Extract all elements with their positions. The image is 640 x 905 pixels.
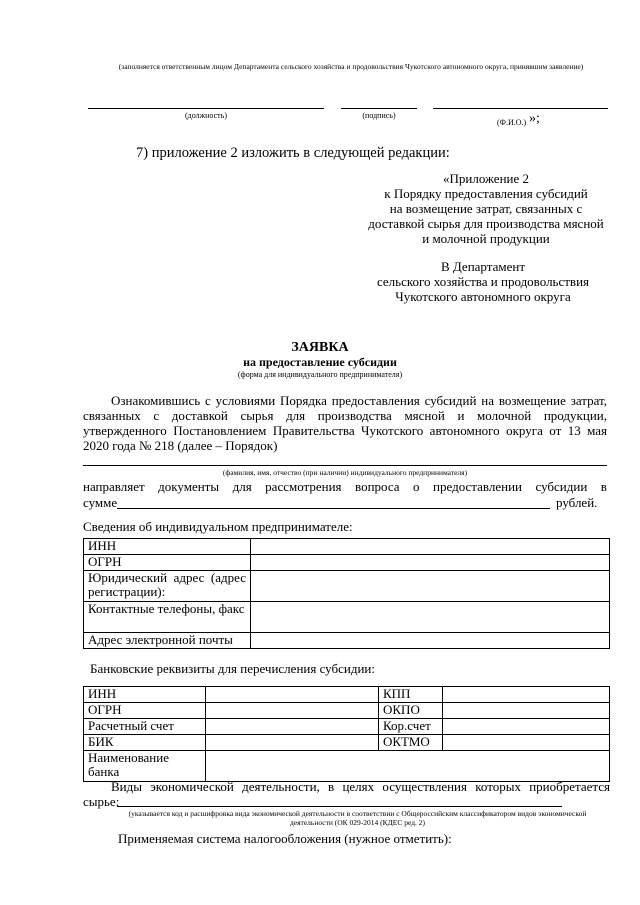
row-label: Адрес электронной почты [84, 633, 251, 649]
row-value[interactable] [251, 555, 610, 571]
sends-word: в [600, 479, 607, 494]
name-caption: (Ф.И.О.) [497, 118, 527, 127]
sends-word: предоставлении [433, 479, 522, 494]
appendix-line-3: на возмещение затрат, связанных с [389, 201, 583, 216]
row-value[interactable] [251, 633, 610, 649]
addressee-line-1: В Департамент [440, 259, 526, 274]
fio-caption: (фамилия, имя, отчество (при наличии) индивидуального предпринимателя) [222, 468, 468, 477]
amendment-line: 7) приложение 2 изложить в следующей редакции: [136, 145, 450, 161]
table-row [84, 539, 610, 555]
activity-line[interactable] [117, 806, 562, 807]
activity-note: (указывается код и расшифровка вида экономической деятельности в соответствии с Общероссийским классификатором видов экономической деятельности (ОК 029-2014 (КДЕС ред. 2) [128, 809, 587, 827]
signature-caption: (подпись) [362, 111, 396, 120]
bank-label: ИНН [84, 687, 206, 703]
position-caption: (должность) [185, 111, 227, 120]
bank-value[interactable] [443, 735, 610, 751]
signature-line [341, 108, 417, 109]
bank-label: ОГРН [84, 703, 206, 719]
intro-paragraph: Ознакомившись с условиями Порядка предоставления субсидий на возмещение затрат, связанных с доставкой сырья для производства мясной и молочной продукции, утвержденного Постановлением Правительства Чукотского автономного округа от 13 мая 2020 года № 218 (далее – Порядок) [83, 393, 607, 453]
appendix-line-5: и молочной продукции [422, 231, 550, 246]
position-line [88, 108, 324, 109]
fio-line[interactable] [83, 465, 607, 466]
bank-name-value[interactable] [206, 751, 610, 782]
sends-word: документы [158, 479, 220, 494]
entrepreneur-table [83, 538, 610, 649]
form-subtitle: на предоставление субсидии [243, 355, 397, 369]
row-label: ИНН [84, 539, 251, 555]
bank-label: ОКТМО [379, 735, 443, 751]
currency-label: рублей. [556, 495, 598, 510]
row-label: Контактные телефоны, факс [84, 602, 251, 633]
table-row [84, 602, 610, 633]
addressee-line-3: Чукотского автономного округа [395, 289, 571, 304]
form-subtitle-note: (форма для индивидуального предпринимателя) [237, 370, 403, 379]
sends-word: вопроса [355, 479, 400, 494]
sum-line[interactable] [117, 508, 550, 509]
addressee-line-2: сельского хозяйства и продовольствия [376, 274, 590, 289]
table-row [84, 719, 610, 735]
table-row [84, 555, 610, 571]
sends-word: рассмотрения [265, 479, 342, 494]
sends-word: субсидии [535, 479, 588, 494]
bank-value[interactable] [206, 735, 379, 751]
appendix-line-2: к Порядку предоставления субсидий [384, 186, 588, 201]
sends-word: направляет [83, 479, 145, 494]
table-row [84, 633, 610, 649]
sends-line [83, 479, 607, 494]
bank-label: БИК [84, 735, 206, 751]
closing-quote: »; [529, 111, 540, 126]
table-row [84, 735, 610, 751]
row-value[interactable] [251, 539, 610, 555]
bank-value[interactable] [206, 687, 379, 703]
bank-label: Расчетный счет [84, 719, 206, 735]
sends-word: для [232, 479, 252, 494]
bank-value[interactable] [443, 703, 610, 719]
name-line [433, 108, 608, 109]
sum-label: сумме [83, 495, 118, 510]
bank-name-label: Наименование банка [84, 751, 206, 782]
table-row [84, 687, 610, 703]
table-row [84, 571, 610, 602]
activity-text: Виды экономической деятельности, в целях осуществления которых приобретается сырье: [83, 779, 610, 809]
row-value[interactable] [251, 602, 610, 633]
bank-label: КПП [379, 687, 443, 703]
row-label: ОГРН [84, 555, 251, 571]
addressee [358, 259, 608, 304]
table-row [84, 703, 610, 719]
bank-label: Кор.счет [379, 719, 443, 735]
table-row [84, 751, 610, 782]
bank-table [83, 686, 610, 782]
header-note: (заполняется ответственным лицом Департамента сельского хозяйства и продовольствия Чукотского автономного округа, принявшим заявление) [118, 62, 584, 71]
bank-value[interactable] [443, 719, 610, 735]
appendix-line-4: доставкой сырья для производства мясной [368, 216, 604, 231]
bank-value[interactable] [443, 687, 610, 703]
row-label: Юридический адрес (адрес регистрации): [84, 571, 251, 602]
tax-system-line: Применяемая система налогообложения (нужное отметить): [118, 831, 452, 846]
appendix-line-1: «Приложение 2 [442, 171, 530, 186]
appendix-header [360, 171, 612, 246]
sends-word: о [413, 479, 420, 494]
form-title: ЗАЯВКА [291, 340, 349, 355]
bank-value[interactable] [206, 719, 379, 735]
bank-value[interactable] [206, 703, 379, 719]
row-value[interactable] [251, 571, 610, 602]
bank-section-title: Банковские реквизиты для перечисления субсидии: [90, 661, 375, 676]
bank-label: ОКПО [379, 703, 443, 719]
entrepreneur-section-title: Сведения об индивидуальном предпринимателе: [83, 519, 353, 534]
